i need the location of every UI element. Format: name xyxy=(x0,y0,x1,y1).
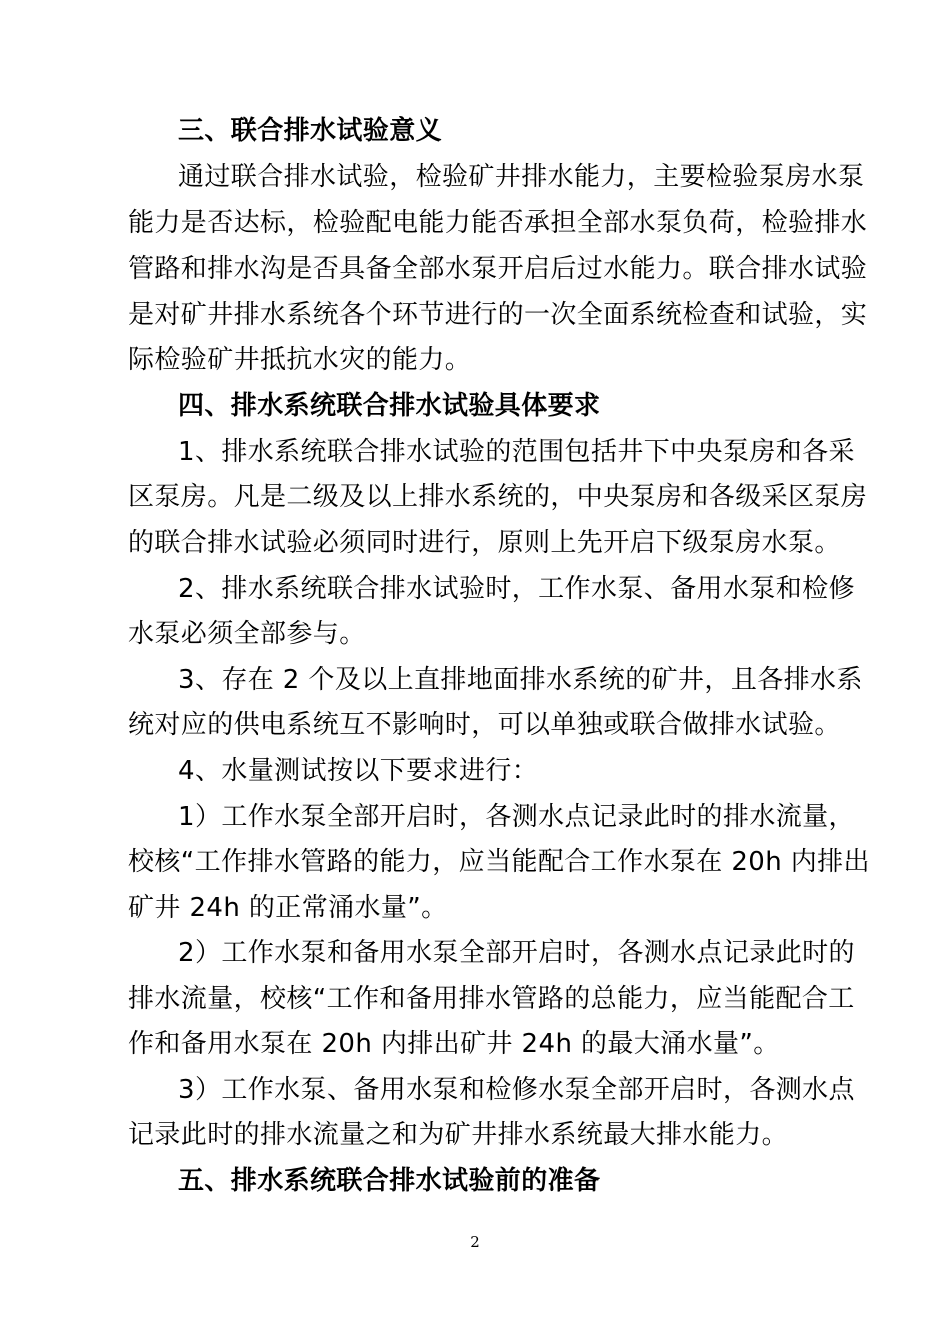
section-3-paragraph-line: 际检验矿井抵抗水灾的能力。 xyxy=(128,345,472,375)
section-4-item-3-line: 3、存在 2 个及以上直排地面排水系统的矿井，且各排水系 xyxy=(178,665,863,695)
section-4-subitem-3-line: 3）工作水泵、备用水泵和检修水泵全部开启时，各测水点 xyxy=(178,1075,855,1105)
section-4-item-1-line: 区泵房。凡是二级及以上排水系统的，中央泵房和各级采区泵房 xyxy=(128,482,868,512)
section-3-heading: 三、联合排水试验意义 xyxy=(178,116,443,146)
section-4-subitem-2-line: 排水流量，校核“工作和备用排水管路的总能力，应当能配合工 xyxy=(128,984,855,1014)
section-4-item-2-line: 2、排水系统联合排水试验时，工作水泵、备用水泵和检修 xyxy=(178,574,855,604)
section-4-heading: 四、排水系统联合排水试验具体要求 xyxy=(178,391,601,421)
section-3-paragraph-line: 是对矿井排水系统各个环节进行的一次全面系统检查和试验，实 xyxy=(128,300,868,330)
section-4-item-2-line: 水泵必须全部参与。 xyxy=(128,619,366,649)
section-4-subitem-2-line: 作和备用水泵在 20h 内排出矿井 24h 的最大涌水量”。 xyxy=(128,1029,780,1059)
section-4-subitem-3-line: 记录此时的排水流量之和为矿井排水系统最大排水能力。 xyxy=(128,1120,789,1150)
section-4-item-3-line: 统对应的供电系统互不影响时，可以单独或联合做排水试验。 xyxy=(128,710,841,740)
section-4-item-4-line: 4、水量测试按以下要求进行： xyxy=(178,756,539,786)
section-4-subitem-1-line: 矿井 24h 的正常涌水量”。 xyxy=(128,893,448,923)
section-3-paragraph-line: 能力是否达标，检验配电能力能否承担全部水泵负荷，检验排水 xyxy=(128,208,868,238)
section-4-subitem-1-line: 校核“工作排水管路的能力，应当能配合工作水泵在 20h 内排出 xyxy=(128,847,870,877)
section-4-subitem-2-line: 2）工作水泵和备用水泵全部开启时，各测水点记录此时的 xyxy=(178,938,855,968)
section-4-item-1-line: 1、排水系统联合排水试验的范围包括井下中央泵房和各采 xyxy=(178,437,855,467)
section-4-subitem-1-line: 1）工作水泵全部开启时，各测水点记录此时的排水流量， xyxy=(178,802,855,832)
section-4-item-1-line: 的联合排水试验必须同时进行，原则上先开启下级泵房水泵。 xyxy=(128,528,841,558)
section-5-heading: 五、排水系统联合排水试验前的准备 xyxy=(178,1166,601,1196)
page-number: 2 xyxy=(470,1233,480,1251)
section-3-paragraph-line: 通过联合排水试验，检验矿井排水能力，主要检验泵房水泵 xyxy=(178,162,865,192)
section-3-paragraph-line: 管路和排水沟是否具备全部水泵开启后过水能力。联合排水试验 xyxy=(128,254,868,284)
